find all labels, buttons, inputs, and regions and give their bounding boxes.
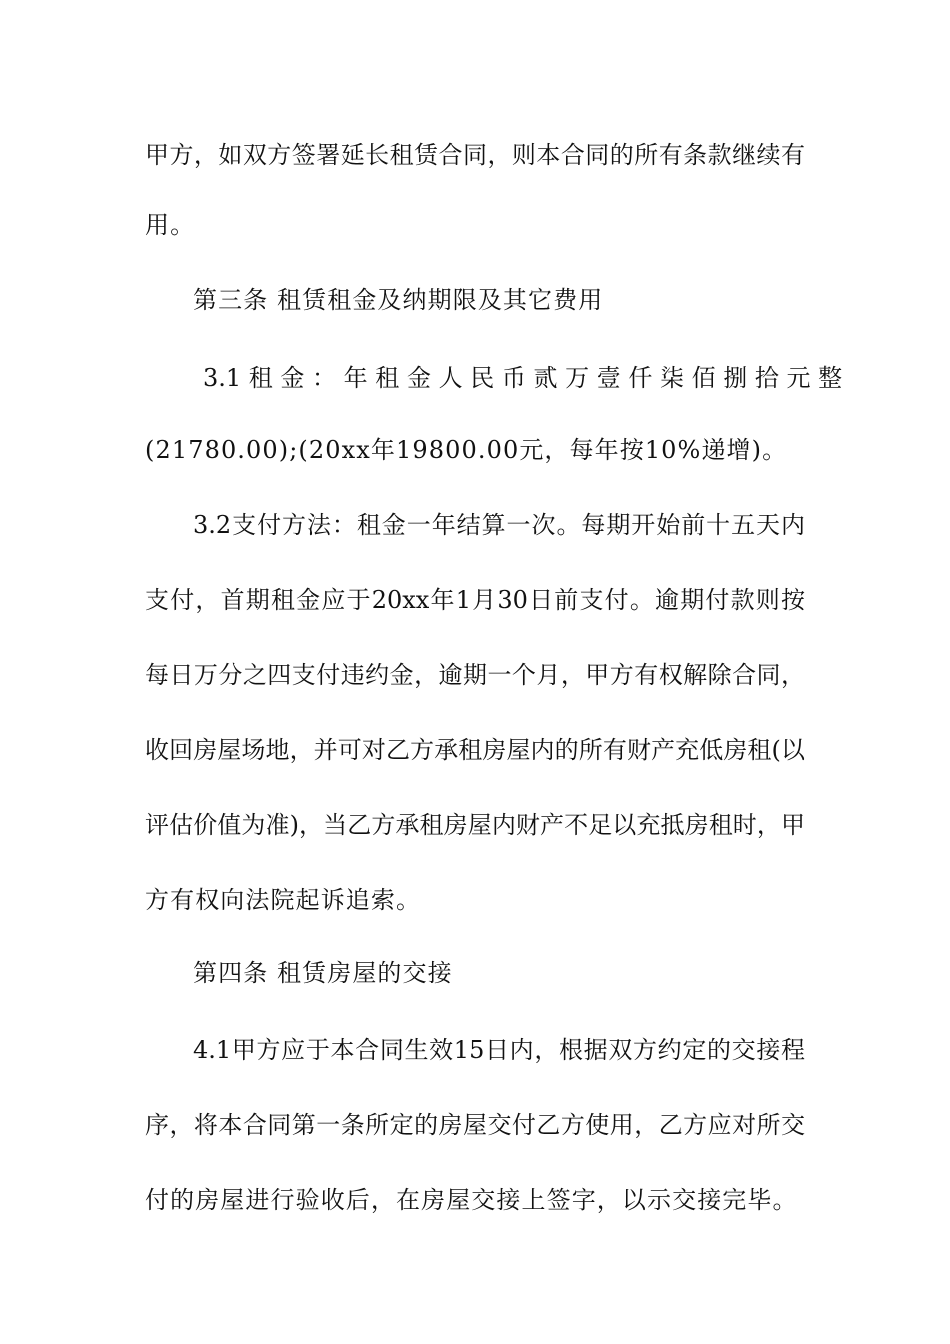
paragraph-line: 4.1甲方应于本合同生效15日内，根据双方约定的交接程	[193, 1036, 805, 1064]
paragraph-line: 每日万分之四支付违约金，逾期一个月，甲方有权解除合同，	[145, 661, 805, 689]
section-heading-article-3: 第三条 租赁租金及纳期限及其它费用	[193, 286, 604, 314]
paragraph-line: 方有权向法院起诉追索。	[145, 886, 422, 914]
paragraph-line: 评估价值为准)，当乙方承租房屋内财产不足以充抵房租时，甲	[145, 811, 805, 839]
paragraph-line: 支付，首期租金应于20xx年1月30日前支付。逾期付款则按	[145, 586, 805, 614]
paragraph-line: 收回房屋场地，并可对乙方承租房屋内的所有财产充低房租(以	[145, 736, 805, 764]
paragraph-line: 甲方，如双方签署延长租赁合同，则本合同的所有条款继续有	[145, 141, 805, 169]
paragraph-line: (21780.00);(20xx年19800.00元，每年按10%递增)。	[145, 436, 788, 464]
paragraph-line: 序，将本合同第一条所定的房屋交付乙方使用，乙方应对所交	[145, 1111, 805, 1139]
section-heading-article-4: 第四条 租赁房屋的交接	[193, 959, 453, 987]
paragraph-line: 用。	[145, 211, 196, 239]
paragraph-line: 3.1 租 金 ： 年 租 金 人 民 币 贰 万 壹 仟 柒 佰 捌 拾 元 整	[203, 364, 843, 392]
paragraph-line: 3.2支付方法：租金一年结算一次。每期开始前十五天内	[193, 511, 805, 539]
paragraph-line: 付的房屋进行验收后，在房屋交接上签字，以示交接完毕。	[145, 1186, 798, 1214]
